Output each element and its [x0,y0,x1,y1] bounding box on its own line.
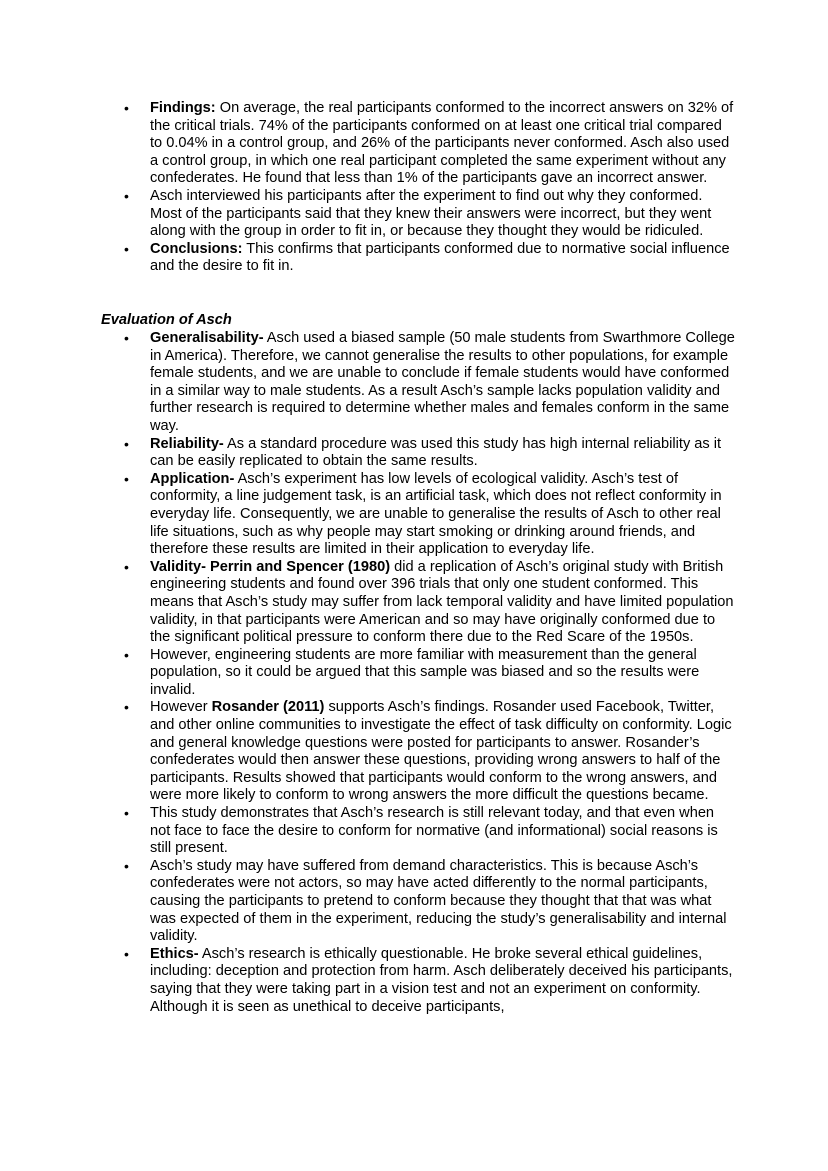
item-text: This study demonstrates that Asch’s research is still relevant today, and that even when not face to face the desire to conform for normative (and informational) social reasons is still present. [150,805,718,857]
list-item [124,945,735,1016]
item-text: However, engineering students are more familiar with measurement than the general population, so it could be argued that this sample was biased and so the results were invalid. [150,646,700,698]
bullet: • [124,945,129,962]
list-item [124,857,735,946]
list-item [124,100,735,188]
item-lead: Conclusions: [150,240,243,257]
item-lead: Application- [150,470,235,487]
bullet: • [124,470,129,487]
item-text: On average, the real participants conformed to the incorrect answers on 32% of the critical trials. 74% of the participants conformed on at least one critical trial compared to 0.04% in a control group, and 26% of the participants never conformed. Asch also used a control group, in which one real participant completed the same experiment without any confederates. He found that less than 1% of the participants gave an incorrect answer. [150,100,734,187]
item-text: did a replication of Asch’s original study with British engineering students and found over 396 trials that only one student conformed. This means that Asch’s study may suffer from lack temporal validity and have limited population validity, in that participants were American and so may have originally conformed due to the significant political pressure to conform there due to the Red Scare of the 1950s. [150,558,734,646]
list-item [124,240,735,276]
item-lead: Validity- Perrin and Spencer (1980) [150,558,391,575]
list-item [124,805,735,858]
item-text: supports Asch’s findings. Rosander used Facebook, Twitter, and other online communities to investigate the effect of task difficulty on conformity. Logic and general knowledge questions were posted for participants to answer. Rosander’s confederates would then answer these questions, providing wrong answers to half of the participants. Results showed that participants would conform to the wrong answers, and were more likely to conform to wrong answers the more difficult the questions became. [150,699,732,804]
bullet: • [124,240,129,257]
item-lead: Findings: [150,100,216,116]
bullet: • [124,646,129,663]
bullet: • [124,699,129,716]
bullet: • [124,187,129,204]
item-text: As a standard procedure was used this study has high internal reliability as it can be easily replicated to obtain the same results. [150,435,722,470]
list-item [124,699,735,805]
evaluation-list [124,330,735,1016]
bullet: • [124,330,129,346]
list-item [124,435,735,471]
bullet: • [124,100,129,116]
item-pre: However [150,699,212,716]
item-lead: Rosander (2011) [211,699,325,716]
item-text: Asch’s experiment has low levels of ecological validity. Asch’s test of conformity, a line judgement task, is an artificial task, which does not reflect conformity in everyday life. Consequently, we are unable to generalise the results of Asch to other real life situations, such as why people may start smoking or drinking around friends, and therefore these results are limited in their application to everyday life. [150,470,722,558]
item-text: Asch’s study may have suffered from demand characteristics. This is because Asch’s confederates were not actors, so may have acted differently to the normal participants, causing the participants to pretend to conform because they thought that that was what was expected of them in the experiment, reducing the study’s generalisability and internal validity. [150,857,727,945]
item-text: Asch’s research is ethically questionable. He broke several ethical guidelines, including: deception and protection from harm. Asch deliberately deceived his participants, saying that they were taking part in a vision test and not an experiment on conformity. Although it is seen as unethical to deceive participants, [150,945,733,1015]
section-heading: Evaluation of Asch [101,312,232,328]
list-item [124,558,735,647]
item-text: Asch interviewed his participants after the experiment to find out why they conformed. Most of the participants said that they knew their answers were incorrect, but they went along with the group in order to fit in, or because they thought they would be ridiculed. [150,187,712,240]
item-lead: Reliability- [150,435,224,452]
bullet: • [124,805,129,822]
bullet: • [124,435,129,452]
list-item [124,187,735,241]
bullet: • [124,558,129,575]
item-text: Asch used a biased sample (50 male students from Swarthmore College in America). Therefore, we cannot generalise the results to other populations, for example female students, and we are unable to conclude if female students would have conformed in a similar way to male students. As a result Asch’s sample lacks population validity and further research is required to determine whether males and females conform in the same way. [150,330,735,434]
bullet: • [124,857,129,874]
findings-list [124,100,735,276]
item-lead: Ethics- [150,945,199,962]
list-item [124,470,735,559]
list-item [124,646,735,700]
item-lead: Generalisability- [150,330,264,346]
item-text: This confirms that participants conformed due to normative social influence and the desire to fit in. [150,240,730,275]
list-item [124,330,735,436]
